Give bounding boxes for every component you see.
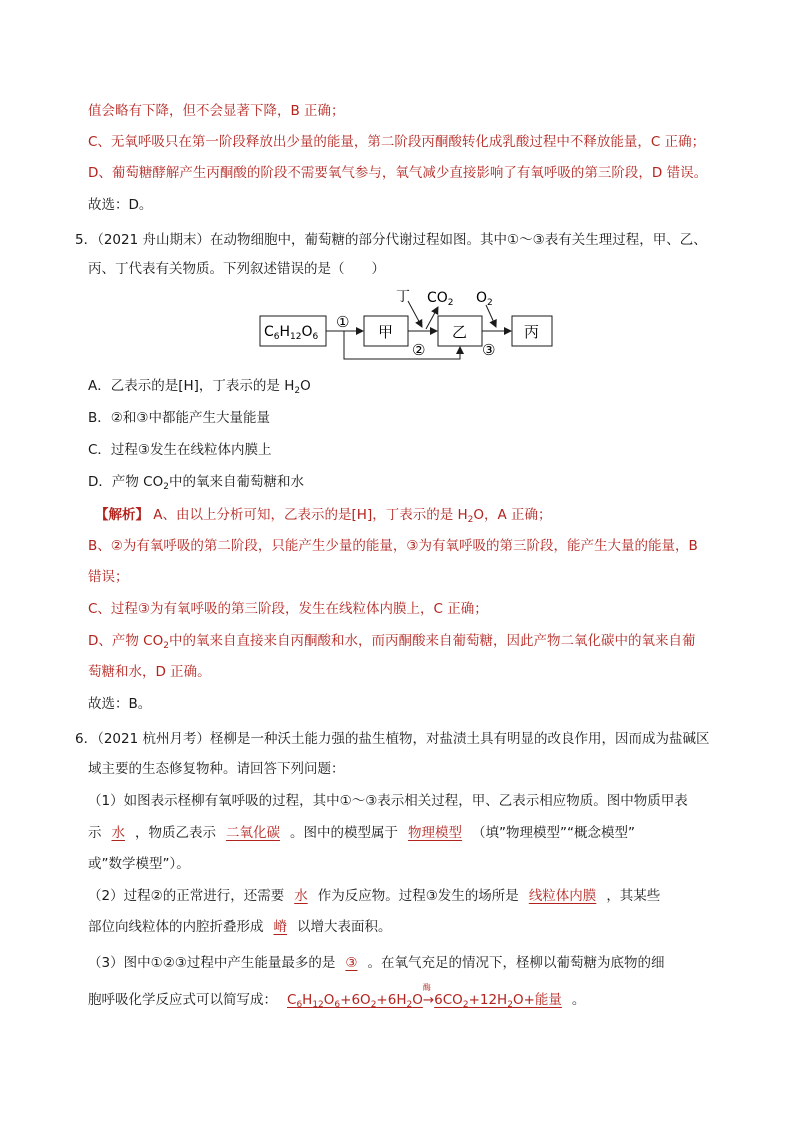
analysis-line-d2: 萄糖和水，D 正确。 bbox=[88, 664, 211, 680]
option-a: A．乙表示的是[H]，丁表示的是 $H_2O$ bbox=[88, 378, 311, 396]
answer-blank: 嵴 bbox=[273, 919, 287, 935]
box-jia-label: 甲 bbox=[378, 323, 394, 341]
q6-part1-line3: 或”数学模型”）。 bbox=[88, 856, 190, 872]
equation-blank: $C_6H_{12}O_6+6O_2+6H_2O$ 酶 $\to 6CO_2+12H_2O+$能量 bbox=[277, 990, 572, 1010]
answer-blank: 水 bbox=[111, 825, 125, 841]
o2-label: $O_2$ bbox=[476, 290, 493, 308]
answer-blank: 水 bbox=[294, 888, 308, 904]
q6-part1-line1: （1）如图表示柽柳有氧呼吸的过程，其中①～③表示相关过程，甲、乙表示相应物质。图中物质甲表 bbox=[88, 793, 688, 809]
q6-part2-line2: 部位向线粒体的内腔折叠形成 嵴 以增大表面积。 bbox=[88, 919, 392, 935]
box-bing-label: 丙 bbox=[524, 323, 540, 341]
explanation-line: 值会略有下降，但不会显著下降，B 正确； bbox=[88, 103, 345, 119]
co2-arrow bbox=[426, 307, 438, 329]
analysis-line-b2: 错误； bbox=[88, 569, 129, 585]
step-3-label: ③ bbox=[482, 341, 496, 359]
ding-arrow bbox=[408, 301, 422, 327]
bypass-arrow bbox=[344, 331, 460, 359]
option-d: D．产物 $CO_2$中的氧来自葡萄糖和水 bbox=[88, 474, 304, 492]
co2-label: $CO_2$ bbox=[427, 290, 454, 308]
question-5-stem: 5．（2021 舟山期末）在动物细胞中，葡萄糖的部分代谢过程如图。其中①～③表有关生理过程，甲、乙、 bbox=[75, 232, 707, 248]
option-b: B．②和③中都能产生大量能量 bbox=[88, 410, 270, 426]
ding-label: 丁 bbox=[396, 289, 410, 305]
answer-blank: 二氧化碳 bbox=[226, 825, 280, 841]
step-2-label: ② bbox=[412, 341, 426, 359]
answer-blank: 线粒体内膜 bbox=[528, 888, 597, 904]
question-5-stem: 丙、丁代表有关物质。下列叙述错误的是（ ） bbox=[88, 261, 385, 277]
analysis-line-c: C、过程③为有氧呼吸的第三阶段，发生在线粒体内膜上，C 正确； bbox=[88, 601, 488, 617]
answer-line: 故选：B。 bbox=[88, 696, 152, 712]
o2-arrow bbox=[486, 305, 496, 327]
explanation-line: C、无氧呼吸只在第一阶段释放出少量的能量，第二阶段丙酮酸转化成乳酸过程中不释放能量，C 正确； bbox=[88, 134, 706, 150]
step-1-label: ① bbox=[336, 313, 350, 331]
answer-line: 故选：D。 bbox=[88, 197, 153, 213]
option-c: C．过程③发生在线粒体内膜上 bbox=[88, 442, 272, 458]
explanation-line: D、葡萄糖酵解产生丙酮酸的阶段不需要氧气参与，氧气减少直接影响了有氧呼吸的第三阶段，D 错误。 bbox=[88, 165, 708, 181]
answer-blank: 物理模型 bbox=[408, 825, 462, 841]
question-6-stem: 6．（2021 杭州月考）柽柳是一种沃土能力强的盐生植物，对盐渍土具有明显的改良作用，因而成为盐碱区 bbox=[75, 731, 710, 747]
glucose-formula: $C_6H_{12}O_6$ bbox=[264, 324, 319, 342]
enzyme-label: 酶 bbox=[422, 983, 431, 992]
question-6-stem: 域主要的生态修复物种。请回答下列问题： bbox=[88, 761, 345, 777]
q6-part1-line2: 示 水 ，物质乙表示 二氧化碳 。图中的模型属于 物理模型 （填”物理模型”“概念模型” bbox=[88, 825, 635, 841]
q6-part3-line2: 胞呼吸化学反应式可以简写成： $C_6H_{12}O_6+6O_2+6H_2O$ 酶 $\to 6CO_2+12H_2O+$能量 。 bbox=[88, 990, 585, 1010]
analysis-label: 【解析】 bbox=[95, 507, 149, 523]
q6-part2-line1: （2）过程②的正常进行，还需要 水 作为反应物。过程③发生的场所是 线粒体内膜 ，其某些 bbox=[88, 888, 661, 904]
metabolism-diagram bbox=[250, 283, 560, 365]
analysis-line-a: 【解析】 A、由以上分析可知，乙表示的是[H]，丁表示的是 $H_2O$，A 正确； bbox=[95, 507, 552, 525]
box-yi-label: 乙 bbox=[452, 323, 468, 341]
analysis-line-d: D、产物 $CO_2$中的氧来自直接来自丙酮酸和水，而丙酮酸来自葡萄糖，因此产物二氧化碳中的氧来自葡 bbox=[88, 633, 696, 651]
analysis-line-b: B、②为有氧呼吸的第二阶段，只能产生少量的能量，③为有氧呼吸的第三阶段，能产生大量的能量，B bbox=[88, 538, 698, 554]
answer-blank: ③ bbox=[345, 955, 358, 971]
q6-part3-line1: （3）图中①②③过程中产生能量最多的是 ③ 。在氧气充足的情况下，柽柳以葡萄糖为底物的细 bbox=[88, 955, 665, 971]
